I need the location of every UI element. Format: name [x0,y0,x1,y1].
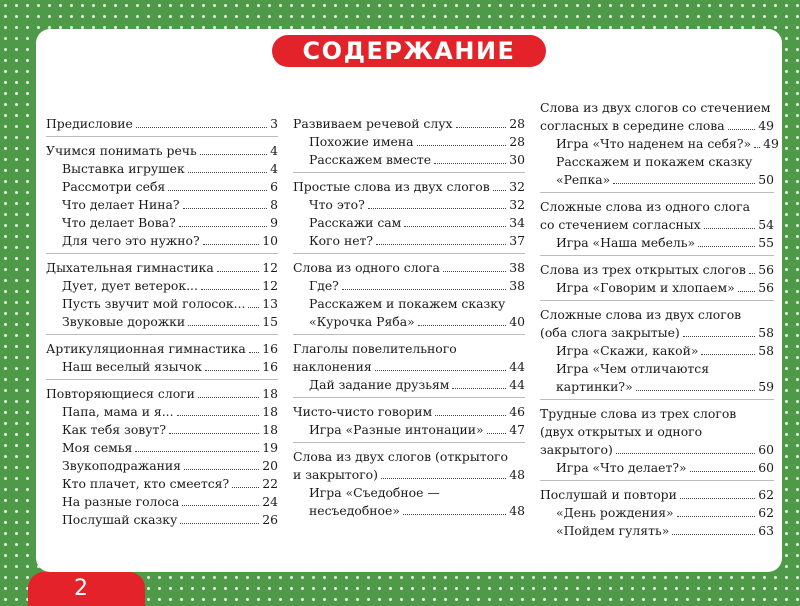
toc-section [46,142,278,254]
toc-heading-line[interactable]: Слова из двух слогов (открытого [293,449,508,464]
toc-entry-line[interactable]: Игра «Съедобное — [309,485,440,500]
toc-heading[interactable]: и закрытого) 48 [293,467,525,482]
toc-entry[interactable]: «Пойдем гулять» 63 [556,523,774,538]
toc-entry-line[interactable]: Расскажем и покажем сказку [556,154,753,169]
toc-heading-line[interactable]: Сложные слова из одного слога [540,199,750,214]
toc-entry[interactable]: Похожие имена 28 [309,134,525,149]
toc-heading-line[interactable]: Трудные слова из трех слогов [540,406,737,421]
toc-entry-line[interactable]: Игра «Чем отличаются [556,361,710,376]
toc-entry[interactable]: Игра «Наша мебель» 55 [556,235,774,250]
toc-entry[interactable]: Наш веселый язычок 16 [62,359,278,374]
toc-section [293,340,525,398]
toc-entry[interactable]: Папа, мама и я... 18 [62,404,278,419]
toc-heading-line[interactable]: Слова из двух слогов со стечением [540,100,771,115]
toc-section [46,340,278,380]
toc-section [540,261,774,301]
toc-heading[interactable]: Слова из одного слога 38 [293,260,525,275]
toc-heading[interactable]: Слова из трех открытых слогов 56 [540,262,774,277]
toc-entry[interactable]: Игра «Скажи, какой» 58 [556,343,774,358]
toc-entry[interactable]: Расскажем вместе 30 [309,152,525,167]
toc-entry[interactable]: Дай задание друзьям 44 [309,377,525,392]
toc-heading-line[interactable]: Сложные слова из двух слогов [540,307,742,322]
toc-entry[interactable]: Что делает Вова? 9 [62,215,278,230]
toc-section [293,178,525,254]
toc-heading[interactable]: со стечением согласных 54 [540,217,774,232]
toc-heading[interactable]: Развиваем речевой слух 28 [293,116,525,131]
toc-section [540,99,779,193]
toc-entry[interactable]: Рассмотри себя 6 [62,179,278,194]
toc-section [540,486,774,543]
toc-entry[interactable]: На разные голоса 24 [62,494,278,509]
toc-heading-line[interactable]: (двух открытых и одного [540,424,703,439]
toc-heading[interactable]: Чисто-чисто говорим 46 [293,404,525,419]
toc-entry[interactable]: Игра «Говорим и хлопаем» 56 [556,280,774,295]
toc-column-3 [540,99,779,548]
toc-column-1 [46,115,278,537]
toc-section-preface [46,115,278,137]
toc-section [293,259,525,335]
toc-entry[interactable]: «Курочка Ряба» 40 [309,314,525,329]
toc-entry[interactable]: Что делает Нина? 8 [62,197,278,212]
toc-heading-line[interactable]: Глаголы повелительного [293,341,457,356]
toc-entry[interactable]: Где? 38 [309,278,525,293]
toc-heading[interactable]: Учимся понимать речь 4 [46,143,278,158]
toc-entry[interactable]: «Репка» 50 [556,172,774,187]
toc-entry[interactable]: Предисловие 3 [46,116,278,131]
toc-entry[interactable]: Моя семья 19 [62,440,278,455]
toc-entry[interactable]: Кого нет? 37 [309,233,525,248]
toc-entry[interactable]: Звуковые дорожки 15 [62,314,278,329]
toc-entry[interactable]: Расскажи сам 34 [309,215,525,230]
toc-entry[interactable]: Выставка игрушек 4 [62,161,278,176]
toc-section [293,403,525,443]
toc-entry-line[interactable]: Расскажем и покажем сказку [309,296,506,311]
toc-section [46,259,278,335]
toc-heading[interactable]: закрытого) 60 [540,442,774,457]
toc-section [293,448,525,523]
toc-heading[interactable]: Повторяющиеся слоги 18 [46,386,278,401]
toc-entry[interactable]: Игра «Что наденем на себя?» 49 [556,136,779,151]
toc-section [293,115,525,173]
toc-heading[interactable]: согласных в середине слова 49 [540,118,774,133]
toc-entry[interactable]: Дует, дует ветерок... 12 [62,278,278,293]
toc-heading[interactable]: Простые слова из двух слогов 32 [293,179,525,194]
toc-entry[interactable]: Игра «Что делает?» 60 [556,460,774,475]
toc-section [540,306,774,400]
toc-entry[interactable]: Пусть звучит мой голосок... 13 [62,296,278,311]
toc-heading[interactable]: (оба слога закрытые) 58 [540,325,774,340]
contents-title: СОДЕРЖАНИЕ [272,35,546,67]
toc-entry[interactable]: несъедобное» 48 [309,503,525,518]
toc-entry[interactable]: Для чего это нужно? 10 [62,233,278,248]
toc-section [46,385,278,532]
toc-section [540,405,774,481]
toc-entry[interactable]: Послушай сказку 26 [62,512,278,527]
toc-heading[interactable]: наклонения 44 [293,359,525,374]
toc-entry[interactable]: Кто плачет, кто смеется? 22 [62,476,278,491]
toc-heading[interactable]: Послушай и повтори 62 [540,487,774,502]
toc-heading[interactable]: Артикуляционная гимнастика 16 [46,341,278,356]
toc-section [540,198,774,256]
toc-column-2 [293,115,525,528]
contents-page [36,29,782,572]
toc-heading[interactable]: Дыхательная гимнастика 12 [46,260,278,275]
toc-entry[interactable]: Что это? 32 [309,197,525,212]
page-number-tab: 2 [28,572,145,606]
toc-entry[interactable]: картинки?» 59 [556,379,774,394]
toc-entry[interactable]: Игра «Разные интонации» 47 [309,422,525,437]
toc-entry[interactable]: Как тебя зовут? 18 [62,422,278,437]
toc-entry[interactable]: «День рождения» 62 [556,505,774,520]
toc-entry[interactable]: Звукоподражания 20 [62,458,278,473]
